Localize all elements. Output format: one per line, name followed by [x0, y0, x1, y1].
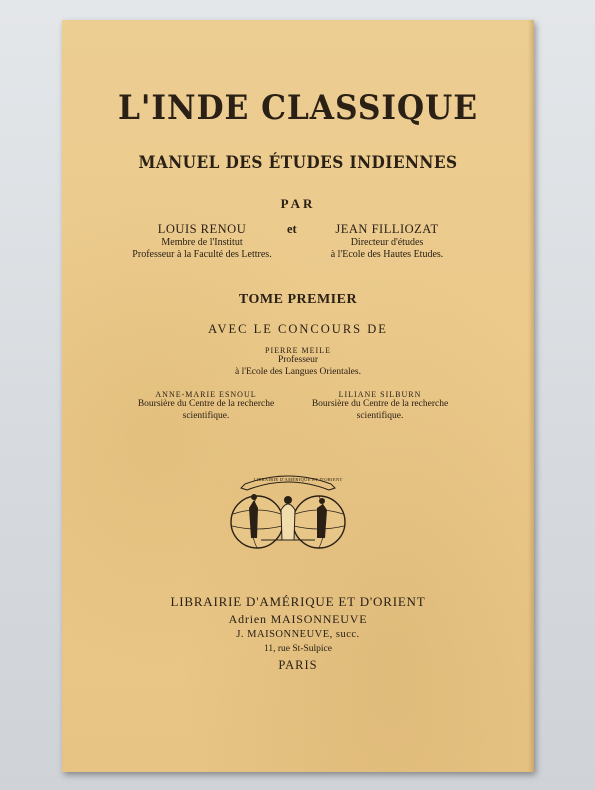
volume-label: TOME PREMIER	[238, 292, 358, 307]
author-title: Directeur d'études	[350, 237, 424, 248]
contributor-title: Professeur	[277, 355, 319, 365]
by-label: PAR	[280, 196, 316, 211]
author-name: LOUIS RENOU	[157, 222, 247, 236]
contributor-name: LILIANE SILBURN	[338, 390, 422, 399]
contributor-title: Boursière du Centre de la recherche	[137, 399, 275, 409]
emblem-banner-text: LIBRAIRIE D'AMÉRIQUE ET D'ORIENT	[253, 477, 343, 482]
book-cover	[62, 20, 534, 772]
contributor-silburn	[294, 390, 466, 422]
author-filliozat	[312, 222, 462, 261]
contributor-name: PIERRE MEILE	[265, 346, 331, 355]
book-title: L'INDE CLASSIQUE	[117, 88, 479, 128]
author-renou	[117, 222, 287, 261]
contributors-heading: AVEC LE CONCOURS DE	[208, 322, 388, 336]
author-affiliation: à l'Ecole des Hautes Etudes.	[330, 249, 444, 260]
contributor-title: Boursière du Centre de la recherche	[311, 399, 449, 409]
contributor-affiliation: à l'Ecole des Langues Orientales.	[235, 366, 361, 377]
contributor-name: ANNE-MARIE ESNOUL	[155, 390, 257, 399]
publisher-address: 11, rue St-Sulpice	[264, 644, 332, 654]
publisher-owner: Adrien MAISONNEUVE	[228, 612, 368, 626]
publisher-successor: J. MAISONNEUVE, succ.	[236, 629, 360, 640]
author-title: Membre de l'Institut	[161, 237, 243, 248]
author-affiliation: Professeur à la Faculté des Lettres.	[132, 249, 272, 260]
book-subtitle: MANUEL DES ÉTUDES INDIENNES	[138, 153, 458, 173]
author-name: JEAN FILLIOZAT	[335, 222, 439, 236]
publisher-city: PARIS	[278, 658, 318, 672]
and-label: et	[287, 222, 297, 236]
contributor-affiliation: scientifique.	[356, 410, 404, 421]
publisher-emblem-logo	[227, 470, 349, 552]
contributor-affiliation: scientifique.	[182, 410, 230, 421]
publisher-name: LIBRAIRIE D'AMÉRIQUE ET D'ORIENT	[170, 594, 426, 609]
contributor-meile	[212, 346, 384, 378]
contributor-esnoul	[120, 390, 292, 422]
